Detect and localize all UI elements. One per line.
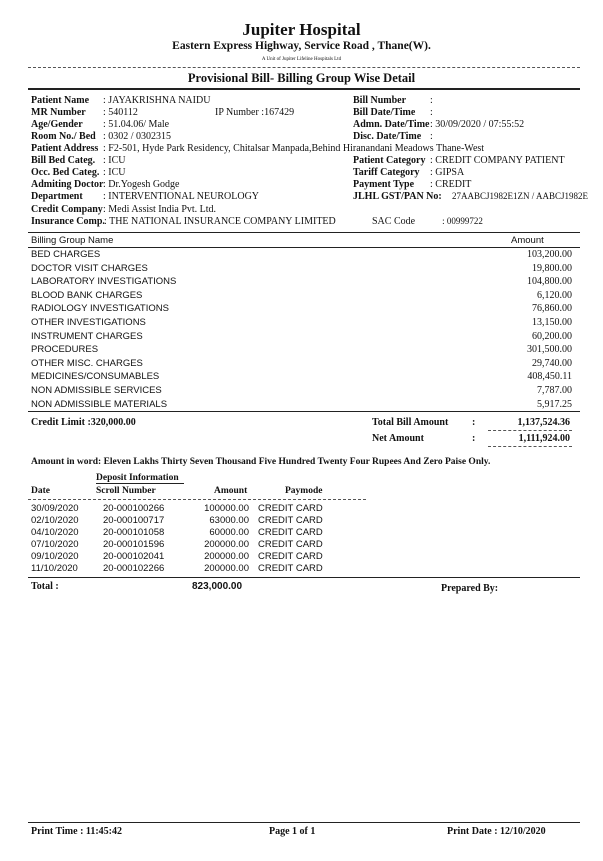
billing-row-amount: 6,120.00 [537,289,572,301]
deposit-row-amount: 200000.00 [204,551,249,562]
billing-row-amount: 60,200.00 [532,330,572,342]
patient-field-value: : JAYAKRISHNA NAIDU [103,95,211,106]
deposit-row-amount: 63000.00 [209,515,249,526]
deposit-row-paymode: CREDIT CARD [258,527,323,538]
patient-right-value: : [430,107,433,118]
patient-field-label: Age/Gender [31,119,83,130]
net-amount-value: 1,111,924.00 [518,433,570,444]
prepared-by: Prepared By: [441,583,499,594]
credit-limit: Credit Limit :320,000.00 [31,417,136,428]
deposit-date-header: Date [31,486,50,496]
billing-row-amount: 7,787.00 [537,385,572,396]
billing-row-name: INSTRUMENT CHARGES [31,330,143,342]
deposit-row-date: 02/10/2020 [31,515,79,526]
deposit-row-date: 07/10/2020 [31,539,79,550]
billing-row-amount: 104,800.00 [527,276,572,288]
patient-field-label: Room No./ Bed [31,131,96,142]
billing-row-name: BED CHARGES [31,249,101,260]
deposit-row-paymode: CREDIT CARD [258,503,323,514]
patient-right-value: : GIPSA [430,167,465,178]
total-bill-colon: : [472,417,476,428]
deposit-row-amount: 200000.00 [204,539,249,550]
billing-row-amount: 29,740.00 [532,357,572,369]
patient-right-label: Admn. Date/Time [353,119,430,130]
patient-field-label: MR Number [31,107,86,118]
deposit-row-amount: 100000.00 [204,503,249,514]
deposit-row-paymode: CREDIT CARD [258,515,323,526]
patient-right-value: : [430,131,433,142]
patient-field-value: : Medi Assist India Pvt. Ltd. [103,204,217,215]
net-amount-colon: : [472,433,476,444]
sac-label: SAC Code [372,216,416,227]
deposit-row-date: 09/10/2020 [31,551,79,562]
deposit-total-label: Total : [31,581,59,592]
patient-field-label: Department [31,191,83,202]
billing-row-name: OTHER INVESTIGATIONS [31,317,146,328]
billing-row-name: NON ADMISSIBLE MATERIALS [31,398,168,410]
patient-right-label: Patient Category [353,155,426,166]
patient-right-label: Bill Number [353,95,407,106]
billing-row-amount: 301,500.00 [527,344,572,356]
billing-row-name: PROCEDURES [31,344,99,356]
print-time: Print Time : 11:45:42 [31,826,123,837]
billing-row-name: LABORATORY INVESTIGATIONS [31,276,177,288]
billing-amount-header: Amount [511,235,544,246]
total-bill-value: 1,137,524.36 [517,417,570,428]
billing-row-amount: 408,450.11 [527,371,572,383]
deposit-row-scroll: 20-000101058 [103,527,165,538]
print-date: Print Date : 12/10/2020 [447,826,546,837]
billing-row-amount: 103,200.00 [527,249,572,260]
deposit-row-date: 30/09/2020 [31,503,79,514]
ip-label: IP Number [215,107,259,118]
deposit-scroll-header: Scroll Number [96,486,156,496]
deposit-header-rule [28,499,366,500]
sac-value: : 00999722 [442,216,483,226]
patient-field-label: Occ. Bed Categ. [31,167,100,178]
net-amount-label: Net Amount [372,433,424,444]
deposit-title: Deposit Information [96,473,179,483]
deposit-row-paymode: CREDIT CARD [258,551,323,562]
billing-header-rule [28,247,580,248]
billing-row-amount: 13,150.00 [532,317,572,328]
deposit-row-date: 04/10/2020 [31,527,79,538]
patient-field-label: Bill Bed Categ. [31,155,96,166]
patient-right-label: Payment Type [353,179,415,190]
deposit-bottom-rule [28,577,580,578]
page-number: Page 1 of 1 [269,826,316,837]
ip-number [215,107,294,118]
net-underline [488,446,572,447]
billing-group-header: Billing Group Name [31,235,114,246]
patient-field-value: : ICU [103,155,126,166]
patient-right-label: Disc. Date/Time [353,131,422,142]
billing-row-name: NON ADMISSIBLE SERVICES [31,385,162,396]
deposit-amount-header: Amount [214,486,248,496]
billing-row-name: OTHER MISC. CHARGES [31,357,143,369]
patient-field-value: : 540112 [103,107,138,118]
patient-field-value: : ICU [103,167,126,178]
hospital-name: Jupiter Hospital [242,20,361,39]
patient-field-value: : Dr.Yogesh Godge [103,179,180,190]
patient-right-value: : [430,95,433,106]
deposit-paymode-header: Paymode [285,486,323,496]
patient-right-label: Bill Date/Time [353,107,416,118]
billing-row-name: MEDICINES/CONSUMABLES [31,371,160,383]
ip-value: :167429 [261,107,295,118]
title-rule [28,88,580,90]
patient-right-label: JLHL GST/PAN No: [353,191,442,202]
patient-right-value: : CREDIT COMPANY PATIENT [430,155,565,166]
patient-field-value: : 0302 / 0302315 [103,131,172,142]
patient-right-value: : CREDIT [430,179,472,190]
patient-field-label: Patient Name [31,95,90,106]
amount-in-words: Amount in word: Eleven Lakhs Thirty Seven Thousand Five Hundred Twenty Four Rupees And Zero Paise Only. [31,457,491,467]
deposit-row-paymode: CREDIT CARD [258,539,323,550]
deposit-row-amount: 200000.00 [204,563,249,574]
patient-right-label: Tariff Category [353,167,420,178]
deposit-row-scroll: 20-000100266 [103,503,165,514]
deposit-title-rule [96,483,184,484]
billing-row-name: DOCTOR VISIT CHARGES [31,262,148,274]
billing-top-rule [28,232,580,233]
patient-field-label: Admiting Doctor [31,179,104,190]
patient-field-label: Insurance Comp. [31,216,105,227]
billing-row-name: RADIOLOGY INVESTIGATIONS [31,303,169,315]
patient-field-value: : INTERVENTIONAL NEUROLOGY [103,191,260,202]
patient-right-value: : 30/09/2020 / 07:55:52 [430,119,525,130]
deposit-row-amount: 60000.00 [209,527,249,538]
header-divider [28,67,580,68]
bill-title: Provisional Bill- Billing Group Wise Detail [187,71,416,85]
hospital-address: Eastern Express Highway, Service Road , Thane(W). [172,40,431,52]
total-underline [488,430,572,431]
billing-row-amount: 76,860.00 [532,303,572,315]
billing-row-amount: 5,917.25 [537,398,572,410]
deposit-row-paymode: CREDIT CARD [258,563,323,574]
billing-row-amount: 19,800.00 [532,262,572,274]
deposit-total-value: 823,000.00 [192,581,243,592]
deposit-row-scroll: 20-000101596 [103,539,165,550]
deposit-row-scroll: 20-000102266 [103,563,165,574]
patient-field-label: Credit Company [31,204,103,215]
patient-field-value: : 51.04.06/ Male [103,119,170,130]
sac-code [372,216,483,227]
unit-note: A Unit of Jupiter Lifeline Hospitals Ltd [261,57,342,62]
patient-field-value: : F2-501, Hyde Park Residency, Chitalsar Manpada,Behind Hiranandani Meadows Thane-West [103,143,485,154]
deposit-row-scroll: 20-000102041 [103,551,165,562]
total-bill-label: Total Bill Amount [372,417,449,428]
footer-rule [28,822,580,823]
deposit-row-scroll: 20-000100717 [103,515,165,526]
patient-field-value: : THE NATIONAL INSURANCE COMPANY LIMITED [104,216,336,227]
patient-field-label: Patient Address [31,143,99,154]
billing-row-name: BLOOD BANK CHARGES [31,289,143,301]
billing-bottom-rule [28,411,580,412]
deposit-row-date: 11/10/2020 [31,563,78,574]
patient-right-value: 27AABCJ1982E1ZN / AABCJ1982E [452,191,589,201]
